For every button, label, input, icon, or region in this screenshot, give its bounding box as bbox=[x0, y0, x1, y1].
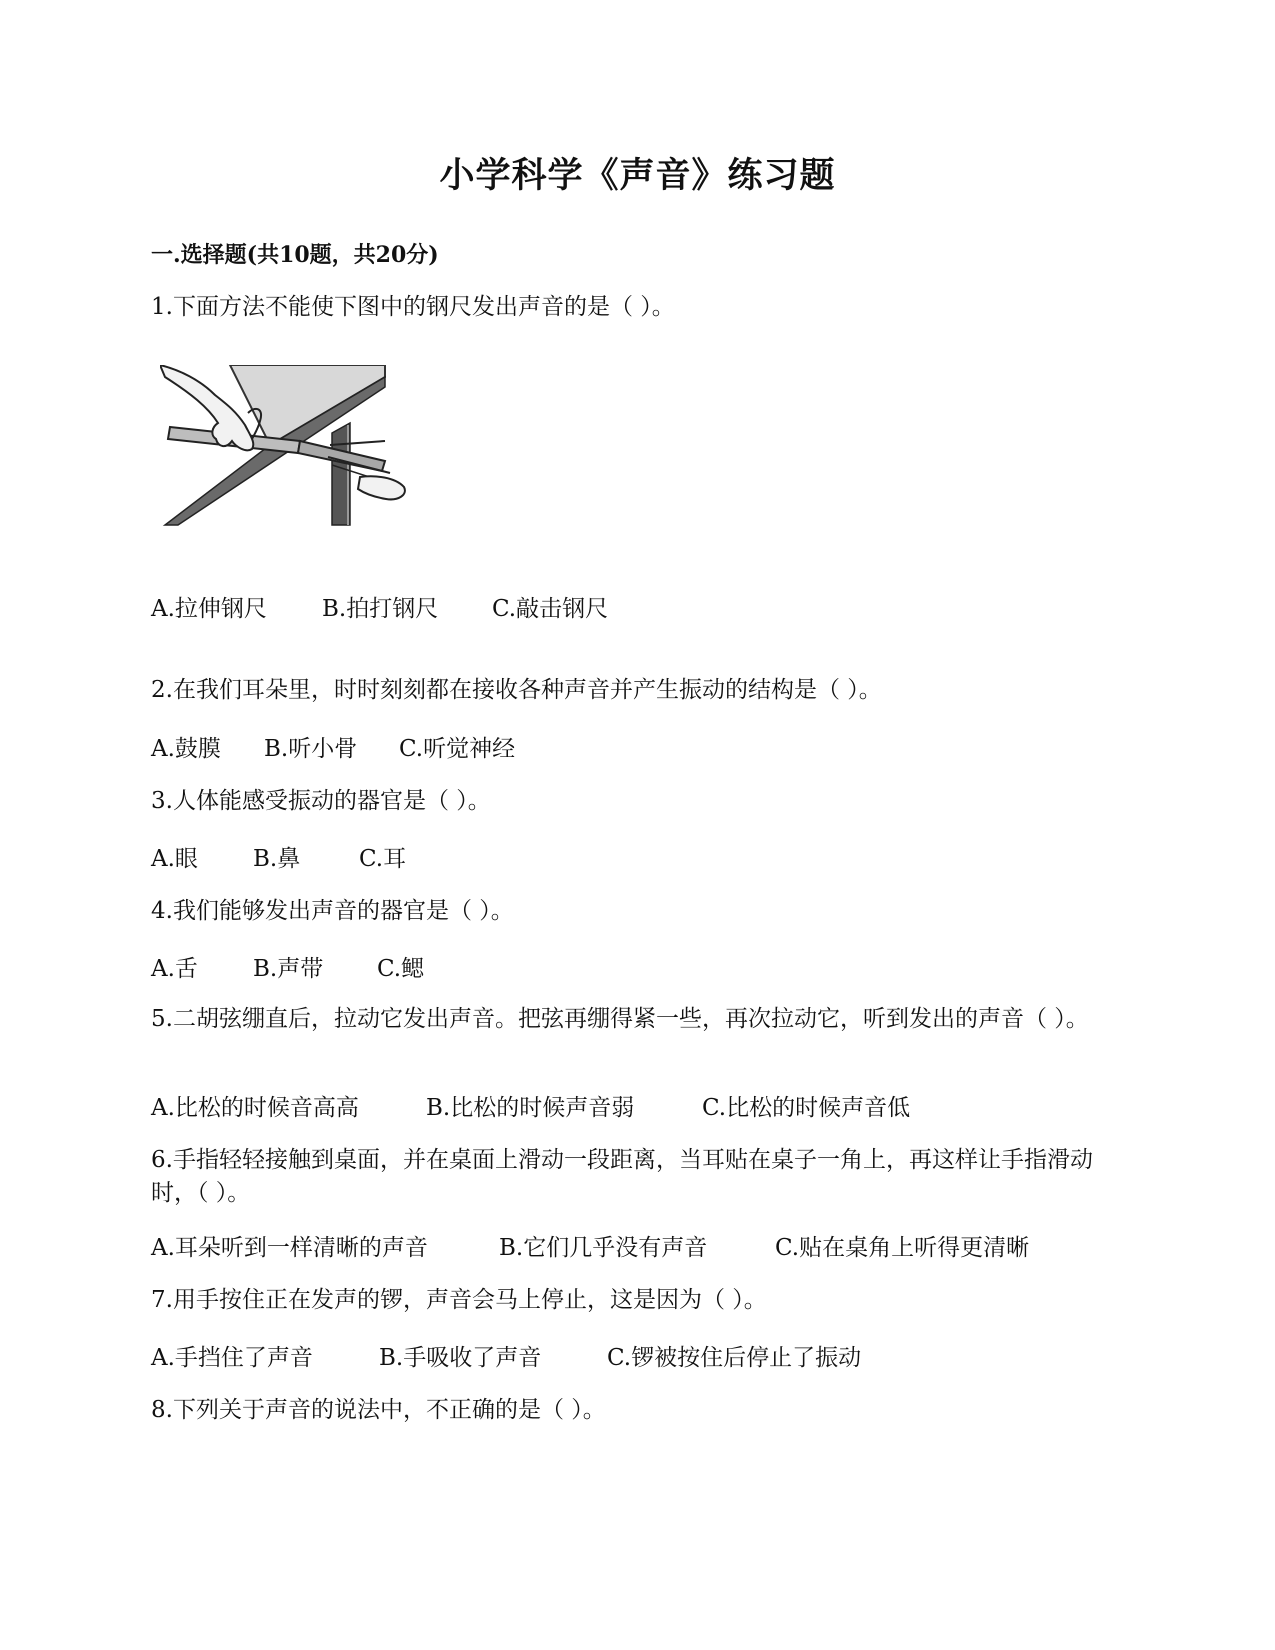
question-6-options bbox=[151, 1229, 1029, 1262]
section-heading: 一.选择题(共10题，共20分) bbox=[151, 242, 439, 268]
option-a[interactable]: A.舌 bbox=[151, 956, 198, 982]
option-b[interactable]: B.比松的时候声音弱 bbox=[426, 1095, 635, 1121]
ruler-on-table-illustration bbox=[160, 365, 416, 555]
option-c[interactable]: C.耳 bbox=[359, 846, 407, 872]
option-b[interactable]: B.手吸收了声音 bbox=[379, 1345, 542, 1371]
question-7-options bbox=[151, 1339, 861, 1372]
option-c[interactable]: C.锣被按住后停止了振动 bbox=[607, 1345, 862, 1371]
question-1: 1.下面方法不能使下图中的钢尺发出声音的是（ ）。 bbox=[151, 294, 675, 320]
question-3-options bbox=[151, 840, 406, 873]
question-6: 6.手指轻轻接触到桌面，并在桌面上滑动一段距离，当耳贴在桌子一角上，再这样让手指滑动时，（ ）。 bbox=[151, 1147, 1093, 1206]
question-4-options bbox=[151, 950, 424, 983]
question-7: 7.用手按住正在发声的锣，声音会马上停止，这是因为（ ）。 bbox=[151, 1287, 767, 1313]
option-c[interactable]: C.敲击钢尺 bbox=[492, 596, 609, 622]
question-8: 8.下列关于声音的说法中，不正确的是（ ）。 bbox=[151, 1397, 606, 1423]
option-b[interactable]: B.声带 bbox=[253, 956, 324, 982]
option-c[interactable]: C.鳃 bbox=[377, 956, 425, 982]
option-a[interactable]: A.鼓膜 bbox=[151, 736, 221, 762]
option-a[interactable]: A.拉伸钢尺 bbox=[151, 596, 267, 622]
option-a[interactable]: A.耳朵听到一样清晰的声音 bbox=[151, 1235, 428, 1261]
page-title: 小学科学《声音》练习题 bbox=[439, 155, 836, 196]
option-b[interactable]: B.它们几乎没有声音 bbox=[499, 1235, 708, 1261]
option-b[interactable]: B.听小骨 bbox=[264, 736, 358, 762]
option-c[interactable]: C.贴在桌角上听得更清晰 bbox=[775, 1235, 1030, 1261]
option-b[interactable]: B.拍打钢尺 bbox=[322, 596, 439, 622]
question-5: 5.二胡弦绷直后，拉动它发出声音。把弦再绷得紧一些，再次拉动它，听到发出的声音（ ）。 bbox=[151, 1006, 1089, 1032]
option-b[interactable]: B.鼻 bbox=[253, 846, 301, 872]
question-5-options bbox=[151, 1089, 910, 1122]
question-2-options bbox=[151, 730, 515, 763]
question-4: 4.我们能够发出声音的器官是（ ）。 bbox=[151, 898, 514, 924]
option-a[interactable]: A.眼 bbox=[151, 846, 198, 872]
option-a[interactable]: A.比松的时候音高高 bbox=[151, 1095, 359, 1121]
option-c[interactable]: C.比松的时候声音低 bbox=[702, 1095, 911, 1121]
question-1-options bbox=[151, 590, 608, 623]
question-2: 2.在我们耳朵里，时时刻刻都在接收各种声音并产生振动的结构是（ ）。 bbox=[151, 677, 882, 703]
option-a[interactable]: A.手挡住了声音 bbox=[151, 1345, 313, 1371]
question-3: 3.人体能感受振动的器官是（ ）。 bbox=[151, 788, 491, 814]
option-c[interactable]: C.听觉神经 bbox=[399, 736, 516, 762]
